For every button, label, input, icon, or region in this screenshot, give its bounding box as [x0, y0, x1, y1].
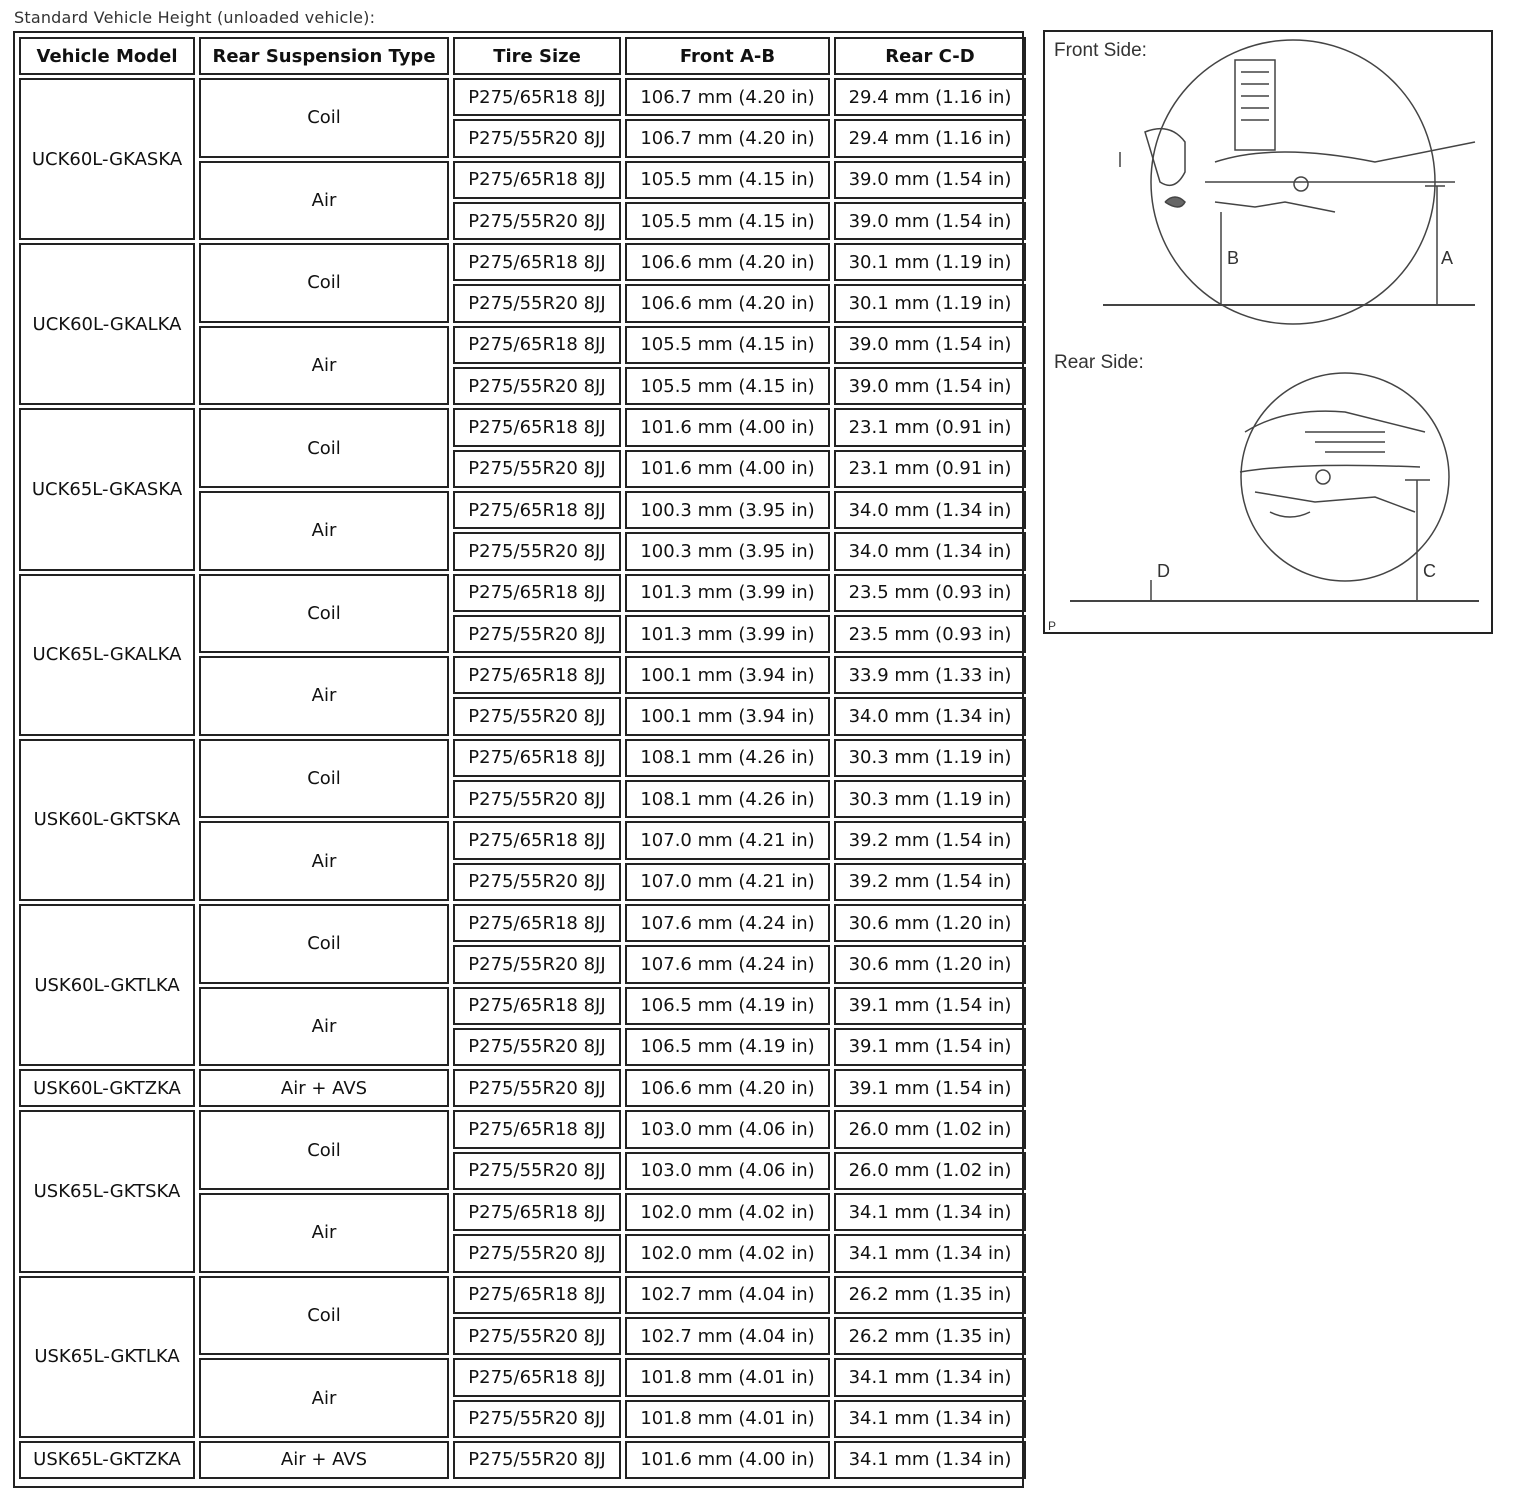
rear-center-point — [1316, 470, 1330, 484]
suspension-type-cell: Air + AVS — [199, 1069, 449, 1107]
tire-size-cell: P275/65R18 8JJ — [453, 739, 621, 777]
rear-c-d-cell: 39.1 mm (1.54 in) — [834, 987, 1026, 1025]
point-c-label: C — [1423, 561, 1436, 581]
suspension-type-cell: Air — [199, 987, 449, 1067]
tire-size-cell: P275/55R20 8JJ — [453, 1152, 621, 1190]
point-d-label: D — [1157, 561, 1170, 581]
suspension-type-cell: Coil — [199, 78, 449, 158]
front-a-b-cell: 106.7 mm (4.20 in) — [625, 78, 830, 116]
tire-size-cell: P275/55R20 8JJ — [453, 863, 621, 901]
front-a-b-cell: 107.6 mm (4.24 in) — [625, 945, 830, 983]
suspension-type-cell: Air — [199, 1358, 449, 1438]
rear-c-d-cell: 34.0 mm (1.34 in) — [834, 532, 1026, 570]
front-control-arm — [1215, 142, 1475, 162]
table-row — [19, 904, 1026, 942]
table-body — [19, 78, 1026, 1479]
tire-size-cell: P275/65R18 8JJ — [453, 987, 621, 1025]
tire-size-cell: P275/55R20 8JJ — [453, 697, 621, 735]
tire-size-cell: P275/65R18 8JJ — [453, 1358, 621, 1396]
suspension-type-cell: Coil — [199, 574, 449, 654]
suspension-type-cell: Coil — [199, 904, 449, 984]
rear-c-d-cell: 39.2 mm (1.54 in) — [834, 821, 1026, 859]
tire-size-cell: P275/65R18 8JJ — [453, 656, 621, 694]
header-vehicle-model: Vehicle Model — [19, 37, 195, 75]
front-a-b-cell: 107.0 mm (4.21 in) — [625, 821, 830, 859]
vehicle-height-table — [15, 34, 1030, 1482]
tire-size-cell: P275/55R20 8JJ — [453, 1028, 621, 1066]
vehicle-model-cell: USK65L-GKTLKA — [19, 1276, 195, 1438]
front-a-b-cell: 101.8 mm (4.01 in) — [625, 1358, 830, 1396]
front-a-b-cell: 107.0 mm (4.21 in) — [625, 863, 830, 901]
tire-size-cell: P275/55R20 8JJ — [453, 945, 621, 983]
vehicle-model-cell: USK65L-GKTSKA — [19, 1110, 195, 1272]
front-a-b-cell: 101.6 mm (4.00 in) — [625, 450, 830, 488]
tire-size-cell: P275/55R20 8JJ — [453, 450, 621, 488]
rear-c-d-cell: 29.4 mm (1.16 in) — [834, 119, 1026, 157]
front-a-b-cell: 108.1 mm (4.26 in) — [625, 739, 830, 777]
rear-c-d-cell: 30.3 mm (1.19 in) — [834, 780, 1026, 818]
rear-c-d-cell: 30.3 mm (1.19 in) — [834, 739, 1026, 777]
rear-c-d-cell: 23.5 mm (0.93 in) — [834, 574, 1026, 612]
table-row — [19, 243, 1026, 281]
rear-wheel-circle — [1241, 373, 1449, 581]
front-a-b-cell: 101.3 mm (3.99 in) — [625, 574, 830, 612]
tire-size-cell: P275/55R20 8JJ — [453, 1317, 621, 1355]
front-a-b-cell: 100.1 mm (3.94 in) — [625, 656, 830, 694]
rear-c-d-cell: 34.1 mm (1.34 in) — [834, 1193, 1026, 1231]
rear-c-d-cell: 39.2 mm (1.54 in) — [834, 863, 1026, 901]
front-a-b-cell: 106.6 mm (4.20 in) — [625, 1069, 830, 1107]
front-bolt-shape — [1165, 197, 1185, 207]
tire-size-cell: P275/65R18 8JJ — [453, 1276, 621, 1314]
rear-c-d-cell: 39.0 mm (1.54 in) — [834, 367, 1026, 405]
front-a-b-cell: 107.6 mm (4.24 in) — [625, 904, 830, 942]
rear-c-d-cell: 39.0 mm (1.54 in) — [834, 326, 1026, 364]
front-a-b-cell: 108.1 mm (4.26 in) — [625, 780, 830, 818]
rear-c-d-cell: 23.1 mm (0.91 in) — [834, 408, 1026, 446]
tire-size-cell: P275/55R20 8JJ — [453, 1069, 621, 1107]
rear-c-d-cell: 26.0 mm (1.02 in) — [834, 1110, 1026, 1148]
header-row — [19, 37, 1026, 75]
corner-mark: P — [1048, 619, 1057, 633]
rear-c-d-cell: 26.2 mm (1.35 in) — [834, 1276, 1026, 1314]
rear-c-d-cell: 30.6 mm (1.20 in) — [834, 945, 1026, 983]
point-a-label: A — [1441, 248, 1454, 268]
tire-size-cell: P275/65R18 8JJ — [453, 574, 621, 612]
rear-side-label: Rear Side: — [1054, 352, 1144, 373]
header-rear-c-d: Rear C-D — [834, 37, 1026, 75]
tire-size-cell: P275/65R18 8JJ — [453, 243, 621, 281]
suspension-type-cell: Air + AVS — [199, 1441, 449, 1479]
vehicle-model-cell: USK60L-GKTSKA — [19, 739, 195, 901]
table-row — [19, 1276, 1026, 1314]
tire-size-cell: P275/65R18 8JJ — [453, 1193, 621, 1231]
vehicle-model-cell: UCK60L-GKALKA — [19, 243, 195, 405]
table-row — [19, 408, 1026, 446]
suspension-type-cell: Air — [199, 326, 449, 406]
suspension-type-cell: Air — [199, 821, 449, 901]
rear-c-d-cell: 33.9 mm (1.33 in) — [834, 656, 1026, 694]
front-center-point — [1294, 177, 1308, 191]
suspension-type-cell: Coil — [199, 739, 449, 819]
tire-size-cell: P275/55R20 8JJ — [453, 615, 621, 653]
rear-c-d-cell: 26.0 mm (1.02 in) — [834, 1152, 1026, 1190]
rear-c-d-cell: 34.0 mm (1.34 in) — [834, 697, 1026, 735]
suspension-type-cell: Air — [199, 161, 449, 241]
rear-c-d-cell: 34.1 mm (1.34 in) — [834, 1234, 1026, 1272]
table-row — [19, 574, 1026, 612]
rear-lower-arm — [1255, 492, 1415, 512]
tire-size-cell: P275/65R18 8JJ — [453, 904, 621, 942]
front-a-b-cell: 101.3 mm (3.99 in) — [625, 615, 830, 653]
front-a-b-cell: 102.7 mm (4.04 in) — [625, 1317, 830, 1355]
front-a-b-cell: 101.6 mm (4.00 in) — [625, 408, 830, 446]
front-a-b-cell: 100.3 mm (3.95 in) — [625, 532, 830, 570]
table-row — [19, 739, 1026, 777]
rear-c-d-cell: 23.1 mm (0.91 in) — [834, 450, 1026, 488]
front-a-b-cell: 101.8 mm (4.01 in) — [625, 1400, 830, 1438]
tire-size-cell: P275/55R20 8JJ — [453, 202, 621, 240]
front-a-b-cell: 103.0 mm (4.06 in) — [625, 1152, 830, 1190]
tire-size-cell: P275/55R20 8JJ — [453, 367, 621, 405]
front-a-b-cell: 101.6 mm (4.00 in) — [625, 1441, 830, 1479]
table-caption: Standard Vehicle Height (unloaded vehicle): — [14, 8, 376, 27]
rear-c-d-cell: 34.0 mm (1.34 in) — [834, 491, 1026, 529]
diagram-drawing — [1045, 32, 1495, 636]
rear-c-d-cell: 34.1 mm (1.34 in) — [834, 1400, 1026, 1438]
suspension-type-cell: Air — [199, 1193, 449, 1273]
tire-size-cell: P275/55R20 8JJ — [453, 119, 621, 157]
front-a-b-cell: 106.5 mm (4.19 in) — [625, 1028, 830, 1066]
rear-link-shape — [1270, 512, 1310, 517]
front-side-label: Front Side: — [1054, 40, 1147, 61]
tire-size-cell: P275/65R18 8JJ — [453, 161, 621, 199]
front-a-b-cell: 102.7 mm (4.04 in) — [625, 1276, 830, 1314]
table-row — [19, 1110, 1026, 1148]
rear-upper-arm — [1245, 411, 1425, 432]
tire-size-cell: P275/55R20 8JJ — [453, 284, 621, 322]
tire-size-cell: P275/55R20 8JJ — [453, 1441, 621, 1479]
tire-size-cell: P275/65R18 8JJ — [453, 326, 621, 364]
front-a-b-cell: 100.3 mm (3.95 in) — [625, 491, 830, 529]
rear-c-d-cell: 39.1 mm (1.54 in) — [834, 1028, 1026, 1066]
table-row — [19, 1441, 1026, 1479]
vehicle-model-cell: USK60L-GKTZKA — [19, 1069, 195, 1107]
front-a-b-cell: 106.5 mm (4.19 in) — [625, 987, 830, 1025]
front-a-b-cell: 102.0 mm (4.02 in) — [625, 1193, 830, 1231]
header-rear-suspension-type: Rear Suspension Type — [199, 37, 449, 75]
front-a-b-cell: 105.5 mm (4.15 in) — [625, 326, 830, 364]
suspension-type-cell: Coil — [199, 1276, 449, 1356]
tire-size-cell: P275/55R20 8JJ — [453, 532, 621, 570]
table-row — [19, 78, 1026, 116]
tire-size-cell: P275/65R18 8JJ — [453, 821, 621, 859]
rear-c-d-cell: 30.1 mm (1.19 in) — [834, 284, 1026, 322]
front-a-b-cell: 106.6 mm (4.20 in) — [625, 284, 830, 322]
front-a-b-cell: 103.0 mm (4.06 in) — [625, 1110, 830, 1148]
tire-size-cell: P275/55R20 8JJ — [453, 1400, 621, 1438]
rear-c-d-cell: 30.1 mm (1.19 in) — [834, 243, 1026, 281]
rear-c-d-cell: 30.6 mm (1.20 in) — [834, 904, 1026, 942]
rear-axle-beam — [1240, 465, 1420, 472]
vehicle-model-cell: UCK65L-GKASKA — [19, 408, 195, 570]
point-b-label: B — [1227, 248, 1240, 268]
tire-size-cell: P275/65R18 8JJ — [453, 491, 621, 529]
height-diagram — [1043, 30, 1493, 634]
header-tire-size: Tire Size — [453, 37, 621, 75]
front-a-b-cell: 106.7 mm (4.20 in) — [625, 119, 830, 157]
rear-c-d-cell: 34.1 mm (1.34 in) — [834, 1441, 1026, 1479]
rear-c-d-cell: 39.1 mm (1.54 in) — [834, 1069, 1026, 1107]
vehicle-model-cell: USK60L-GKTLKA — [19, 904, 195, 1066]
suspension-type-cell: Coil — [199, 408, 449, 488]
front-a-b-cell: 105.5 mm (4.15 in) — [625, 202, 830, 240]
suspension-type-cell: Coil — [199, 1110, 449, 1190]
rear-c-d-cell: 39.0 mm (1.54 in) — [834, 202, 1026, 240]
front-a-b-cell: 102.0 mm (4.02 in) — [625, 1234, 830, 1272]
rear-spring-shape — [1305, 432, 1385, 452]
front-link-shape — [1215, 202, 1335, 212]
front-a-b-cell: 106.6 mm (4.20 in) — [625, 243, 830, 281]
front-a-b-cell: 100.1 mm (3.94 in) — [625, 697, 830, 735]
rear-c-d-cell: 29.4 mm (1.16 in) — [834, 78, 1026, 116]
rear-c-d-cell: 26.2 mm (1.35 in) — [834, 1317, 1026, 1355]
tire-size-cell: P275/65R18 8JJ — [453, 1110, 621, 1148]
vehicle-model-cell: UCK65L-GKALKA — [19, 574, 195, 736]
suspension-type-cell: Air — [199, 656, 449, 736]
vehicle-model-cell: UCK60L-GKASKA — [19, 78, 195, 240]
rear-c-d-cell: 39.0 mm (1.54 in) — [834, 161, 1026, 199]
vehicle-model-cell: USK65L-GKTZKA — [19, 1441, 195, 1479]
tire-size-cell: P275/65R18 8JJ — [453, 78, 621, 116]
tire-size-cell: P275/55R20 8JJ — [453, 1234, 621, 1272]
rear-c-d-cell: 34.1 mm (1.34 in) — [834, 1358, 1026, 1396]
front-coil-spring — [1241, 72, 1269, 120]
table-row — [19, 1069, 1026, 1107]
rear-c-d-cell: 23.5 mm (0.93 in) — [834, 615, 1026, 653]
tire-size-cell: P275/65R18 8JJ — [453, 408, 621, 446]
suspension-type-cell: Coil — [199, 243, 449, 323]
front-strut-shape — [1235, 60, 1275, 150]
front-a-b-cell: 105.5 mm (4.15 in) — [625, 161, 830, 199]
header-front-a-b: Front A-B — [625, 37, 830, 75]
suspension-type-cell: Air — [199, 491, 449, 571]
front-a-b-cell: 105.5 mm (4.15 in) — [625, 367, 830, 405]
tire-size-cell: P275/55R20 8JJ — [453, 780, 621, 818]
